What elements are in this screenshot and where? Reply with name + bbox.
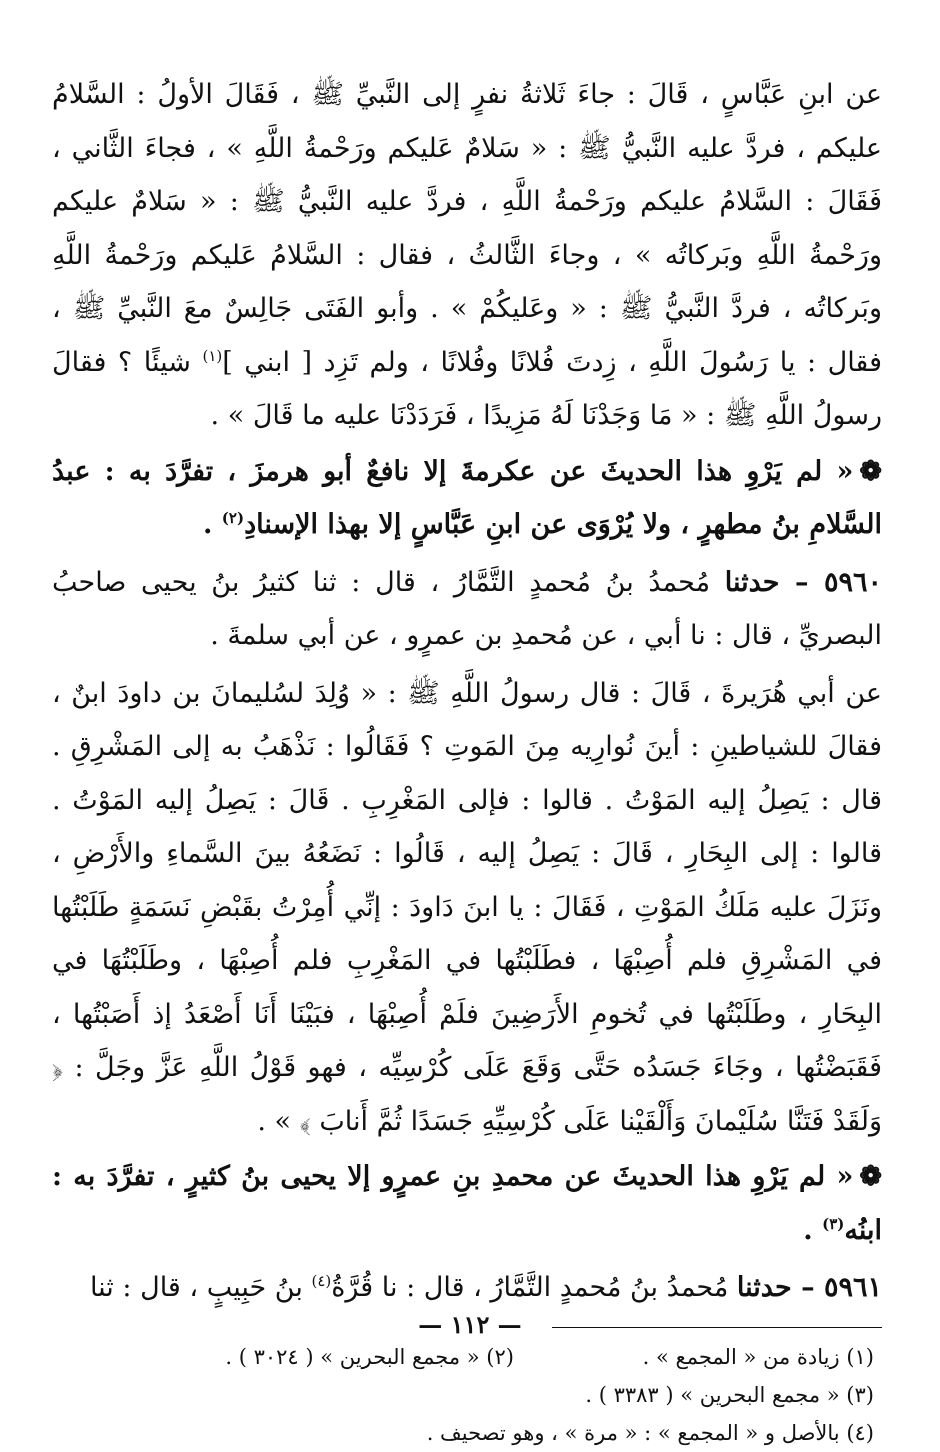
hadith-number-5961: ٥٩٦١ – حدثنا — [736, 1272, 882, 1303]
star-ornament-icon: ❁ — [859, 455, 882, 487]
hadith-text-2 — [52, 667, 882, 1149]
footnote-marker-4: (٤) — [311, 1272, 332, 1290]
commentary-note-2 — [52, 1150, 882, 1257]
text-span: عن أبي هُرَيرةَ ، قَالَ : قال رسولُ اللَّهِ ﷺ : « وُلِدَ لسُليمانَ بن داودَ ابنٌ ، فقالَ للشياطينِ : أينَ نُوارِيه مِنَ المَوتِ ؟ فَقَالُوا : نَذْهَبُ به إلى المَشْرِقِ . قال : يَصِلُ إليه المَوْتُ . قالوا : فإلى المَغْرِبِ . قَالَ : يَصِلُ إليه المَوْتُ . قالوا : إلى البِحَارِ ، قَالَ : يَصِلُ إليه ، قَالُوا : نَضَعُهُ بينَ السَّماءِ والأَرْضِ ، ونَزَلَ عليه مَلَكُ المَوْتِ ، فَقَالَ : يا ابنَ دَاودَ : إنِّي أُمِرْتُ بقَبْضِ نَسَمَةٍ طَلَبْتُها في المَشْرِقِ فلم أُصِبْهَا ، فطَلَبْتُها في المَغْرِبِ فلم أُصِبْهَا ، وطَلَبْتُهَا في البِحَارِ ، وطَلَبْتُها في تُخومِ الأَرَضِينَ فلَمْ أُصِبْهَا ، فبَيْنَا أَنَا أَصْعَدُ إذ أَصَبْتُها ، فَقَبَضْتُها ، وجَاءَ جَسَدُه حَتَّى وَقَعَ عَلَى كُرْسِيِّه ، فهو قَوْلُ اللَّهِ عَزَّ وجَلَّ : ﴿ وَلَقَدْ فَتَنَّا سُلَيْمانَ وَأَلْقَيْنا عَلَى كُرْسِيِّهِ جَسَدًا ثُمَّ أَنابَ ﴾ » . — [52, 677, 882, 1137]
page-number: — ١١٢ — — [418, 1310, 522, 1339]
commentary-note-1 — [52, 445, 882, 552]
text-span: بنُ حَبِيبٍ ، قال : ثنا — [89, 1272, 303, 1303]
text-span: مُحمدُ بنُ مُحمدٍ التَّمَّارُ ، قال : ثنا كثيرُ بنُ يحيى صاحبُ البصريِّ ، قال : نا أبي ، عن مُحمدِ بن عمرٍو ، عن أبي سلمةَ . — [52, 566, 882, 651]
star-ornament-icon: ❁ — [859, 1161, 882, 1192]
text-span: « لم يَرْوِ هذا الحديثَ عن محمدِ بنِ عمرٍو إلا يحيى بنُ كثيرٍ ، تفرَّدَ به : ابنُه — [52, 1161, 882, 1246]
hadith-text-1 — [52, 68, 882, 443]
footnote-marker-1: (١) — [202, 346, 223, 365]
footnote-1: (١) زيادة من « المجمع » . — [642, 1344, 874, 1369]
footnote-marker-2: (٢) — [221, 509, 245, 527]
footnotes — [52, 1338, 882, 1452]
text-span: . — [202, 509, 222, 540]
hadith-chain-5960 — [52, 556, 882, 663]
footnote-row — [52, 1338, 874, 1376]
footnote-marker-3: (٣) — [822, 1214, 845, 1233]
text-span: شيئًا ؟ فقالَ رسولُ اللَّهِ ﷺ : « مَا وَجَدْنَا لَهُ مَزِيدًا ، فَرَدَدْنَا عليه ما قَالَ » . — [52, 346, 882, 431]
text-span: عن ابنِ عَبَّاسٍ ، قَالَ : جاءَ ثَلاثةُ نفرٍ إلى النَّبيِّ ﷺ ، فَقَالَ الأولُ : السَّلامُ عليكم ، فردَّ عليه النَّبيُّ ﷺ : « سَلامٌ عَليكم ورَحْمةُ اللَّهِ » ، فجاءَ الثَّاني ، فَقَالَ : السَّلامُ عليكم ورَحْمةُ اللَّهِ ، فردَّ عليه النَّبيُّ ﷺ : « سَلامٌ عليكم ورَحْمةُ اللَّهِ وبَركاتُه » ، وجاءَ الثَّالثُ ، فقال : السَّلامُ عَليكم ورَحْمةُ اللَّهِ وبَركاتُه ، فردَّ النَّبيُّ ﷺ : « وعَليكُمْ » . وأبو الفَتَى جَالِسٌ معَ النَّبيِّ ﷺ ، فقال : يا رَسُولَ اللَّهِ ، زِدتَ فُلانًا وفُلانًا ، ولم تَزِد [ ابني ] — [52, 79, 883, 378]
footnote-3: (٣) « مجمع البحرين » ( ٣٣٨٣ ) . — [585, 1382, 874, 1407]
text-span: مُحمدُ بنُ مُحمدٍ التَّمَّارُ ، قال : نا قُرَّةُ — [331, 1272, 729, 1303]
text-span: . — [803, 1214, 823, 1246]
hadith-chain-5961 — [52, 1261, 882, 1315]
footnote-4: (٤) بالأصل و « المجمع » : « مرة » ، وهو تصحيف . — [426, 1420, 874, 1445]
hadith-number-5960: ٥٩٦٠ – حدثنا — [724, 566, 882, 598]
footnote-2: (٢) « مجمع البحرين » ( ٣٠٢٤ ) . — [225, 1344, 514, 1369]
text-span: « لم يَرْوِ هذا الحديثَ عن عكرمةَ إلا نافعٌ أبو هرمزَ ، تفرَّدَ به : عبدُ السَّلامِ بنُ مطهرٍ ، ولا يُرْوَى عن ابنِ عَبَّاسٍ إلا بهذا الإسنادِ — [52, 455, 882, 540]
